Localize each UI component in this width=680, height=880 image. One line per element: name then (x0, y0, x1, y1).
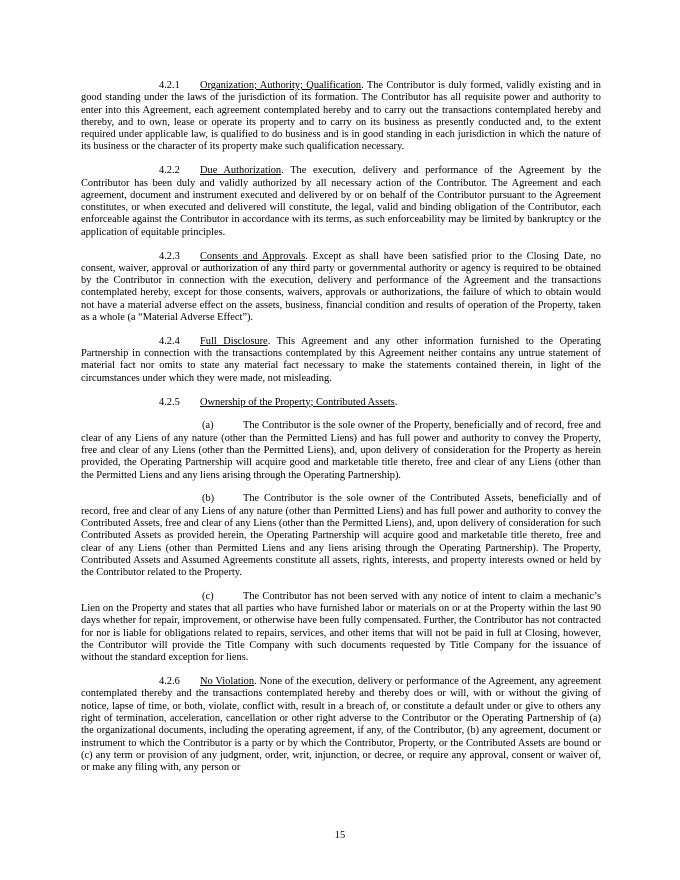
section-number: 4.2.4 (159, 335, 180, 347)
section-number: 4.2.6 (159, 676, 180, 688)
section-number: 4.2.5 (159, 396, 180, 408)
subsection-letter: (a) (202, 420, 214, 432)
section-text: . None of the execution, delivery or performance of the Agreement, any agreement contemplated thereby and the transactions contemplated hereby and thereby does or will, with or without the giving of notice, lapse of time, or both, violate, conflict with, result in a breach of, or constitute a default under or give to others any right of termination, acceleration, cancellation or other right adverse to the Contributor or the Operating Partnership of (a) the organizational documents, including the operating agreement, if any, of the Contributor, (b) any agreement, document or instrument to which the Contributor is a party or by which the Contributor, Property, or the Contributed Assets are bound or (c) any term or provision of any judgment, order, writ, injunction, or decree, or require any approval, consent or waiver of, or make any filing with, any person or (81, 676, 601, 774)
section-text: . This Agreement and any other information furnished to the Operating Partnership in connection with the transactions contemplated by this Agreement neither contains any untrue statement of material fact nor omits to state any material fact necessary to make the statements contained therein, in light of the circumstances under which they were made, not misleading. (81, 335, 601, 384)
section-4-2-5 (81, 397, 601, 409)
subsection-letter: (c) (202, 590, 214, 602)
section-text: . (394, 396, 398, 408)
page-number: 15 (334, 830, 346, 841)
subsection-text: The Contributor is the sole owner of the Property, beneficially and of record, free and clear of any Liens of any nature (other than the Permitted Liens) and has full power and authority to convey the Property, free and clear of any Liens (other than the Permitted Liens), and, upon delivery of consideration for the Property as herein provided, the Operating Partnership will acquire good and marketable title thereto, free and clear of any Liens (other than the Permitted Liens and any liens arising through the Operating Partnership). (81, 420, 601, 481)
section-text: . Except as shall have been satisfied prior to the Closing Date, no consent, waiver, approval or authorization of any third party or governmental authority or agency is required to be obtained by the Contributor in connection with the execution, delivery and performance of the Agreement and the transactions contemplated hereby, except for those consents, waivers, approvals or authorizations, the failure of which to obtain would not have a material adverse effect on the assets, business, financial condition and results of operation of the Property, taken as a whole (a “Material Adverse Effect”). (81, 250, 601, 324)
subsection-letter: (b) (202, 493, 215, 505)
section-4-2-3 (81, 251, 601, 325)
subsection-c (81, 591, 601, 665)
section-text: . The Contributor is duly formed, validly existing and in good standing under the laws of the jurisdiction of its formation. The Contributor has all requisite power and authority to enter into this Agreement, each agreement contemplated hereby and to carry out the transactions contemplated hereby and thereby, and to own, lease or operate its property and to carry on its business as presently conducted and, to the extent required under applicable law, is qualified to do business and is in good standing in each jurisdiction in which the nature of its business or the character of its property make such qualification necessary. (81, 80, 601, 153)
subsection-a (81, 420, 601, 481)
section-4-2-6 (81, 676, 601, 774)
section-heading: No Violation (200, 676, 255, 688)
section-heading: Full Disclosure (200, 335, 268, 347)
section-number: 4.2.1 (159, 80, 180, 91)
subsection-b (81, 493, 601, 579)
section-heading: Due Authorization (200, 165, 282, 177)
section-number: 4.2.3 (159, 250, 180, 262)
section-4-2-1 (81, 80, 601, 154)
section-4-2-2 (81, 165, 601, 239)
section-heading: Consents and Approvals (200, 250, 306, 262)
document-body (81, 80, 601, 786)
subsection-text: The Contributor has not been served with any notice of intent to claim a mechanic’s Lien on the Property and states that all parties who have furnished labor or materials on or at the Property within the last 90 days whether for repair, improvement, or otherwise have been fully compensated. Further, the Contributor has not contracted for nor is liable for obligations related to repairs, services, and other items that will not be paid in full at Closing, however, the Contributor will provide the Title Company with such documents requested by Title Company for the issuance of without the standard exception for liens. (81, 590, 601, 664)
section-heading: Organization; Authority; Qualification (200, 80, 362, 91)
section-4-2-4 (81, 336, 601, 385)
section-text: . The execution, delivery and performance of the Agreement by the Contributor has been duly and validly authorized by all necessary action of the Contributor. The Agreement and each agreement, document and instrument executed and delivered by or on behalf of the Contributor pursuant to the Agreement constitutes, or when executed and delivered will constitute, the legal, valid and binding obligation of the Contributor, each enforceable against the Contributor in accordance with its terms, as such enforceability may be limited by bankruptcy or the application of equitable principles. (81, 165, 601, 238)
section-heading: Ownership of the Property; Contributed Assets (200, 396, 395, 408)
subsection-text: The Contributor is the sole owner of the Contributed Assets, beneficially and of record, free and clear of any Liens of any nature (other than Permitted Liens) and has full power and authority to convey the Contributed Assets, free and clear of any Liens (other than the Permitted Liens), and, upon delivery of consideration for such Contributed Assets as provided herein, the Operating Partnership will acquire good and marketable title thereto, free and clear of any Liens (other than Permitted Liens and any liens arising through the Operating Partnership). The Property, Contributed Assets and Assumed Agreements constitute all assets, rights, interests, and property interests owned or held by the Contributor related to the Property. (81, 493, 601, 579)
section-number: 4.2.2 (159, 165, 180, 177)
